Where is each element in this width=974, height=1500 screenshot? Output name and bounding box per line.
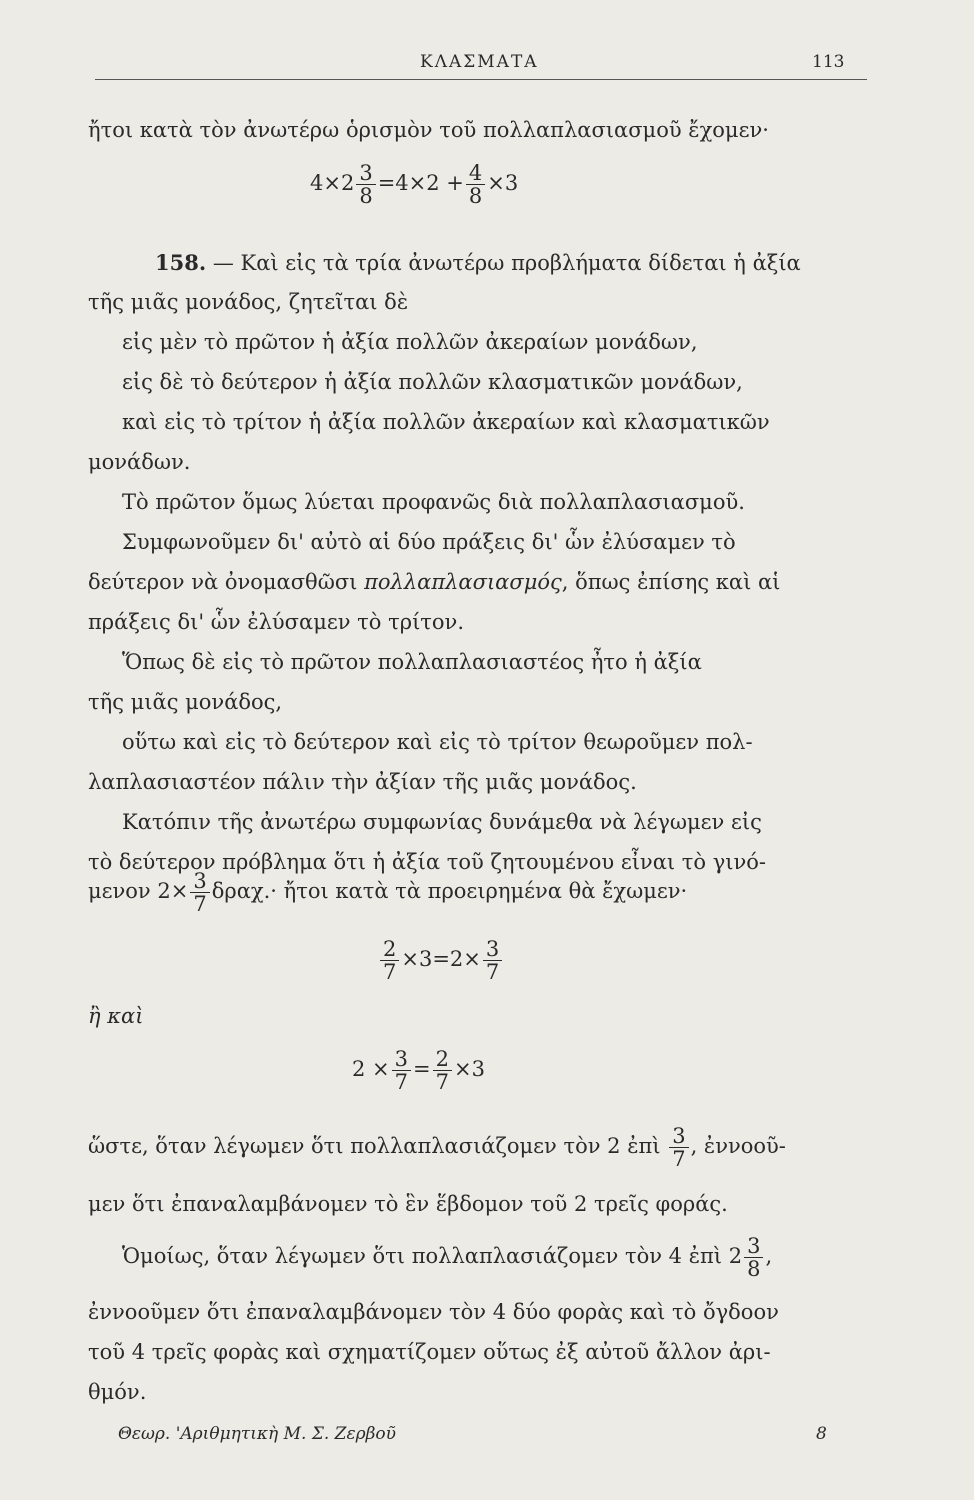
- denominator: 8: [466, 184, 485, 207]
- eq-term: ×3=2×: [401, 947, 481, 972]
- text-line: μεν ὅτι ἐπαναλαμβάνομεν τὸ ἓν ἕβδομον τοῦ 2 τρεῖς φοράς.: [88, 1192, 728, 1216]
- numerator: 3: [672, 1124, 686, 1148]
- eq-term: 2 ×: [352, 1057, 390, 1082]
- text-span: ὥστε, ὅταν λέγωμεν ὅτι πολλαπλασιάζομεν τὸν 2 ἐπὶ: [88, 1134, 668, 1159]
- text-line: [88, 1125, 786, 1170]
- text-span: — Καὶ εἰς τὰ τρία ἀνωτέρω προβλήματα δίδεται ἡ ἀξία: [206, 251, 801, 275]
- text-span: δραχ.· ἤτοι κατὰ τὰ προειρημένα θὰ ἔχωμεν·: [211, 879, 688, 904]
- text-line: τῆς μιᾶς μονάδος,: [88, 690, 283, 714]
- denominator: 7: [380, 960, 399, 983]
- eq-term: ×3: [487, 171, 519, 196]
- denominator: 7: [392, 1070, 411, 1093]
- text-span: δεύτερον νὰ ὀνομασθῶσι: [88, 570, 365, 594]
- text-line: τῆς μιᾶς μονάδος, ζητεῖται δὲ: [88, 290, 409, 314]
- fraction: [356, 162, 375, 207]
- eq-term: =4×2 +: [377, 171, 464, 196]
- text-line: ἐννοοῦμεν ὅτι ἐπαναλαμβάνομεν τὸν 4 δύο φορὰς καὶ τὸ ὄγδοον: [88, 1300, 779, 1324]
- eq-term: ×3: [454, 1057, 485, 1082]
- numerator: 3: [193, 869, 207, 893]
- text-line: οὕτω καὶ εἰς τὸ δεύτερον καὶ εἰς τὸ τρίτον θεωροῦμεν πολ-: [122, 730, 753, 754]
- fraction: [392, 1048, 411, 1093]
- text-span: , ἐννοοῦ-: [690, 1134, 786, 1159]
- text-line: πράξεις δι' ὧν ἐλύσαμεν τὸ τρίτον.: [88, 610, 465, 634]
- text-line: ἤτοι κατὰ τὸν ἀνωτέρω ὁρισμὸν τοῦ πολλαπλασιασμοῦ ἔχομεν·: [88, 118, 769, 142]
- text-line: ἢ καὶ: [88, 1004, 144, 1028]
- text-line: Τὸ πρῶτον ὅμως λύεται προφανῶς διὰ πολλαπλασιασμοῦ.: [122, 490, 745, 514]
- page-number: 113: [812, 52, 845, 72]
- text-line: τοῦ 4 τρεῖς φορὰς καὶ σχηματίζομεν οὕτως ἐξ αὐτοῦ ἄλλον ἀρι-: [88, 1340, 771, 1364]
- eq-term: 4×2: [310, 171, 355, 196]
- running-header-title: ΚΛΑΣΜΑΤΑ: [420, 52, 539, 72]
- text-line: μονάδων.: [88, 450, 191, 474]
- numerator: 3: [394, 1047, 409, 1071]
- text-line: καὶ εἰς τὸ τρίτον ἡ ἀξία πολλῶν ἀκεραίων καὶ κλασματικῶν: [122, 410, 770, 434]
- header-rule: [95, 79, 867, 80]
- text-line: [88, 870, 687, 915]
- fraction: [744, 1235, 763, 1280]
- text-line: τὸ δεύτερον πρόβλημα ὅτι ἡ ἀξία τοῦ ζητουμένου εἶναι τὸ γινό-: [88, 850, 767, 874]
- text-line: εἰς μὲν τὸ πρῶτον ἡ ἀξία πολλῶν ἀκεραίων μονάδων,: [122, 330, 698, 354]
- numerator: 2: [383, 937, 397, 961]
- numerator: 4: [468, 161, 483, 185]
- text-line: [155, 250, 801, 275]
- denominator: 8: [356, 184, 375, 207]
- equation-2: [378, 938, 504, 983]
- denominator: 7: [190, 892, 209, 915]
- text-line: Κατόπιν τῆς ἀνωτέρω συμφωνίας δυνάμεθα νὰ λέγωμεν εἰς: [122, 810, 762, 834]
- text-span: μενον 2×: [88, 879, 189, 904]
- denominator: 7: [433, 1070, 452, 1093]
- denominator: 7: [669, 1147, 688, 1170]
- text-line: εἰς δὲ τὸ δεύτερον ἡ ἀξία πολλῶν κλασματικῶν μονάδων,: [122, 370, 743, 394]
- text-line: Ὅπως δὲ εἰς τὸ πρῶτον πολλαπλασιαστέος ἦτο ἡ ἀξία: [122, 650, 702, 674]
- numerator: 3: [359, 161, 373, 185]
- text-span: Ὁμοίως, ὅταν λέγωμεν ὅτι πολλαπλασιάζομεν τὸν 4 ἐπὶ 2: [122, 1244, 743, 1269]
- numerator: 3: [485, 937, 500, 961]
- equation-3: [352, 1048, 485, 1093]
- denominator: 8: [744, 1257, 763, 1280]
- fraction: [483, 938, 502, 983]
- text-span: ,: [765, 1244, 773, 1269]
- fraction: [669, 1125, 688, 1170]
- text-line: Συμφωνοῦμεν δι' αὐτὸ αἱ δύο πράξεις δι' ὧν ἐλύσαμεν τὸ: [122, 530, 736, 554]
- section-number: 158.: [155, 250, 207, 275]
- numerator: 3: [747, 1234, 761, 1258]
- text-line: θμόν.: [88, 1380, 147, 1404]
- fraction: [380, 938, 399, 983]
- equation-1: [310, 162, 518, 207]
- emphasis-term: πολλαπλασιασμός: [364, 570, 562, 594]
- fraction: [433, 1048, 452, 1093]
- text-span: , ὅπως ἐπίσης καὶ αἱ: [561, 570, 781, 594]
- footer-citation: Θεωρ. 'Αριθμητικὴ Μ. Σ. Ζερβοῦ: [118, 1424, 396, 1444]
- text-line: [88, 570, 780, 594]
- denominator: 7: [483, 960, 502, 983]
- eq-term: =: [413, 1057, 431, 1082]
- text-line: [122, 1235, 772, 1280]
- fraction: [466, 162, 485, 207]
- signature-mark: 8: [816, 1424, 827, 1444]
- fraction: [190, 870, 209, 915]
- numerator: 2: [435, 1047, 449, 1071]
- text-line: λαπλασιαστέον πάλιν τὴν ἀξίαν τῆς μιᾶς μονάδος.: [88, 770, 637, 794]
